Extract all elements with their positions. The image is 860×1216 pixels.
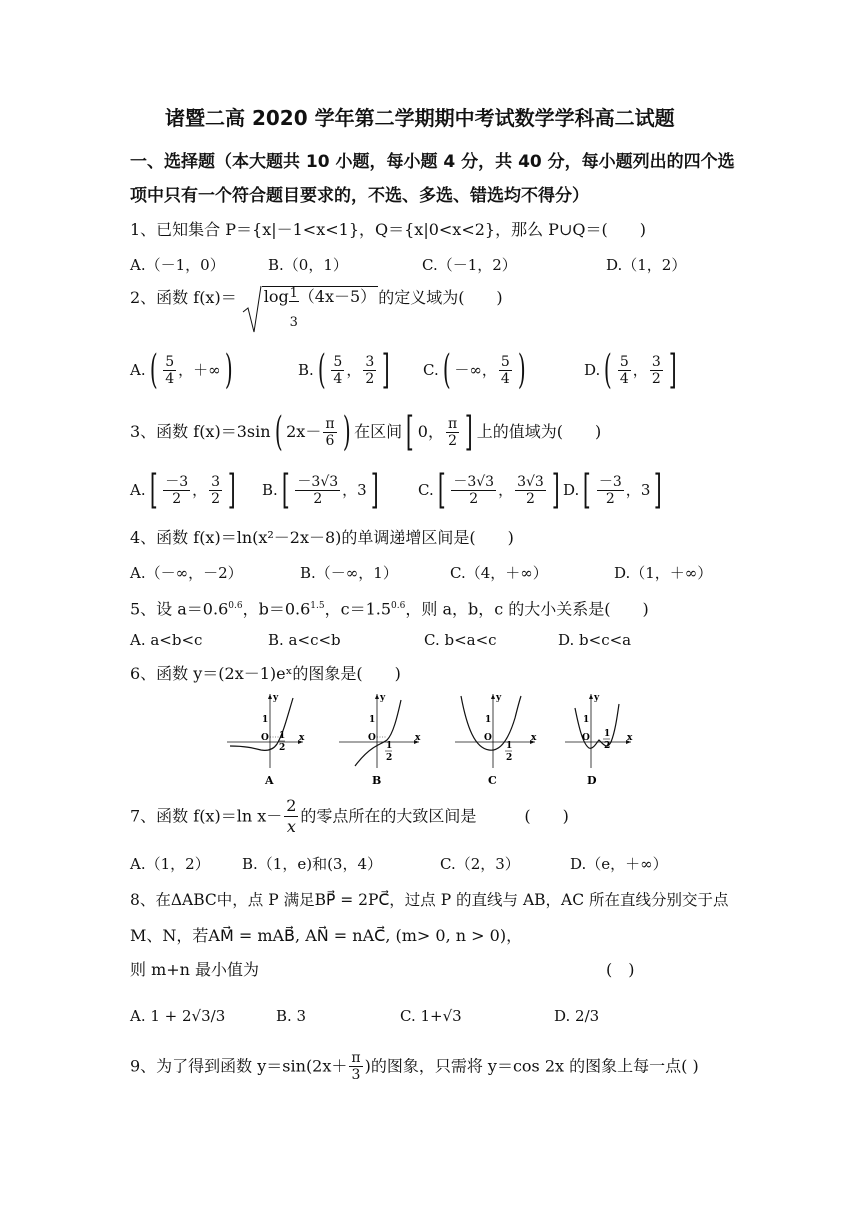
q1-option-b: B.（0，1）: [268, 256, 348, 274]
radical-sign-icon: [242, 284, 262, 334]
q4-option-c: C.（4，＋∞）: [450, 564, 548, 582]
q8-option-d: D. 2/3: [554, 1007, 600, 1025]
question-7-stem: 7、函数 f(x)＝ln x－ $\frac{2}{x}$ 的零点所在的大致区间是 ( ): [130, 796, 569, 836]
q7-option-a: A.（1，2）: [130, 855, 210, 873]
section-heading-line1: 一、选择题（本大题共 10 小题，每小题 4 分，共 40 分，每小题列出的四个选: [130, 152, 735, 172]
q1-option-a: A.（－1，0）: [130, 256, 225, 274]
q6-a-x-label: x: [299, 733, 305, 743]
q6-graph-c-label: C: [488, 774, 497, 787]
q5-option-c: C. b<a<c: [424, 631, 497, 649]
q6-graph-a-label: A: [265, 774, 274, 787]
question-8-line2: M、N，若AM⃗ = mAB⃗, AN⃗ = nAC⃗, (m> 0, n > 0)，: [130, 926, 523, 945]
q3-option-c: C. [ $\frac{-3√3}{2}$ ， $\frac{3√3}{2}$ ]: [418, 467, 560, 513]
q6-a-half-num: 1: [279, 731, 286, 741]
q6-a-one: 1: [262, 715, 269, 725]
q1-option-c: C.（－1，2）: [422, 256, 517, 274]
q6-graph-c: [455, 693, 537, 787]
question-9-stem: 9、为了得到函数 y＝sin(2x＋ $\frac{\pi}{3}$ )的图象，只需将 y＝cos 2x 的图象上每一点( ): [130, 1050, 699, 1083]
q4-option-d: D.（1，＋∞）: [614, 564, 713, 582]
question-8-paren: ( ): [606, 960, 635, 979]
q6-graph-d: [565, 693, 633, 787]
q5-option-a: A. a<b<c: [130, 631, 203, 649]
q6-b-half-num: 1: [386, 741, 393, 751]
q2-option-d: D. ( $\frac{5}{4}$ ， $\frac{3}{2}$ ]: [584, 347, 677, 393]
q6-d-x-label: x: [627, 733, 633, 743]
q5-option-b: B. a<c<b: [268, 631, 341, 649]
q8-option-a: A. 1 + 2√3/3: [130, 1007, 226, 1025]
q4-option-a: A.（－∞，－2）: [130, 564, 243, 582]
page-title: 诸暨二高 2020 学年第二学期期中考试数学学科高二试题: [165, 106, 675, 130]
question-8-line1: 8、在ΔABC中，点 P 满足BP⃗ = 2PC⃗，过点 P 的直线与 AB，AC 所在直线分别交于点: [130, 891, 729, 909]
q6-b-y-label: y: [380, 693, 386, 703]
q3-option-b: B. [ $\frac{-3√3}{2}$ ， 3 ]: [262, 467, 379, 513]
q6-graph-a: [227, 693, 305, 787]
q6-graph-b: [339, 693, 421, 787]
q7-option-b: B.（1，e)和(3，4）: [242, 855, 383, 873]
q3-option-d: D. [ $\frac{-3}{2}$ ， 3 ]: [563, 467, 663, 513]
q4-option-b: B.（－∞，1）: [300, 564, 398, 582]
q6-b-one: 1: [369, 715, 376, 725]
q2-option-b: B. ( $\frac{5}{4}$ ， $\frac{3}{2}$ ]: [298, 347, 390, 393]
q3-option-a: A. [ $\frac{-3}{2}$ ， $\frac{3}{2}$ ]: [130, 467, 236, 513]
q6-c-x-label: x: [531, 733, 537, 743]
question-5-stem: 5、设 $a=0.6^{0.6}$，$b=0.6^{1.5}$，$c=1.5^{0.6}$，则 a，b，c 的大小关系是( ): [130, 599, 649, 619]
q5-option-d: D. b<c<a: [558, 631, 632, 649]
q6-a-origin: O: [261, 733, 269, 743]
q6-d-one: 1: [583, 715, 590, 725]
q6-d-half-num: 1: [604, 729, 611, 739]
q6-a-y-label: y: [273, 693, 279, 703]
q2-option-c: C. ( －∞ ， $\frac{5}{4}$ ): [423, 347, 526, 393]
q7-option-c: C.（2，3）: [440, 855, 520, 873]
question-8-line3: 则 m+n 最小值为: [130, 960, 260, 979]
q6-a-half-den: 2: [279, 743, 286, 753]
q6-d-half-den: 2: [604, 741, 611, 751]
question-4-stem: 4、函数 f(x)＝ln(x²－2x－8)的单调递增区间是( ): [130, 528, 514, 547]
q6-c-y-label: y: [496, 693, 502, 703]
question-6-stem: 6、函数 y＝(2x－1)eˣ的图象是( ): [130, 664, 401, 683]
question-2-stem: 2、函数 f(x)＝ log $\frac{1}{3}$ （4x－5） 的定义域为( ): [130, 288, 503, 334]
q1-option-d: D.（1，2）: [606, 256, 687, 274]
section-heading-line2: 项中只有一个符合题目要求的，不选、多选、错选均不得分）: [130, 186, 589, 206]
q7-option-d: D.（e，＋∞）: [570, 855, 668, 873]
q6-graph-d-label: D: [587, 774, 597, 787]
q2-option-a: A. ( $\frac{5}{4}$ ， ＋∞ ): [130, 347, 233, 393]
q6-graph-options: [225, 688, 645, 788]
q6-d-y-label: y: [594, 693, 600, 703]
q6-c-one: 1: [485, 715, 492, 725]
question-3-stem: 3、函数 f(x)＝3sin ( 2x－ $\frac{\pi}{6}$ ) 在区间 [ 0， $\frac{\pi}{2}$ ] 上的值域为( ): [130, 409, 602, 455]
q6-c-half-num: 1: [506, 741, 513, 751]
q6-b-origin: O: [368, 733, 376, 743]
q8-option-c: C. 1+√3: [400, 1007, 462, 1025]
question-1-stem: 1、已知集合 P＝{x|－1<x<1}，Q＝{x|0<x<2}，那么 P∪Q＝( ): [130, 220, 646, 239]
q6-d-origin: O: [582, 733, 590, 743]
q6-graph-b-label: B: [372, 774, 382, 787]
q6-c-origin: O: [484, 733, 492, 743]
q6-b-x-label: x: [415, 733, 421, 743]
q8-option-b: B. 3: [276, 1007, 307, 1025]
q6-b-half-den: 2: [386, 753, 393, 763]
q6-c-half-den: 2: [506, 753, 513, 763]
